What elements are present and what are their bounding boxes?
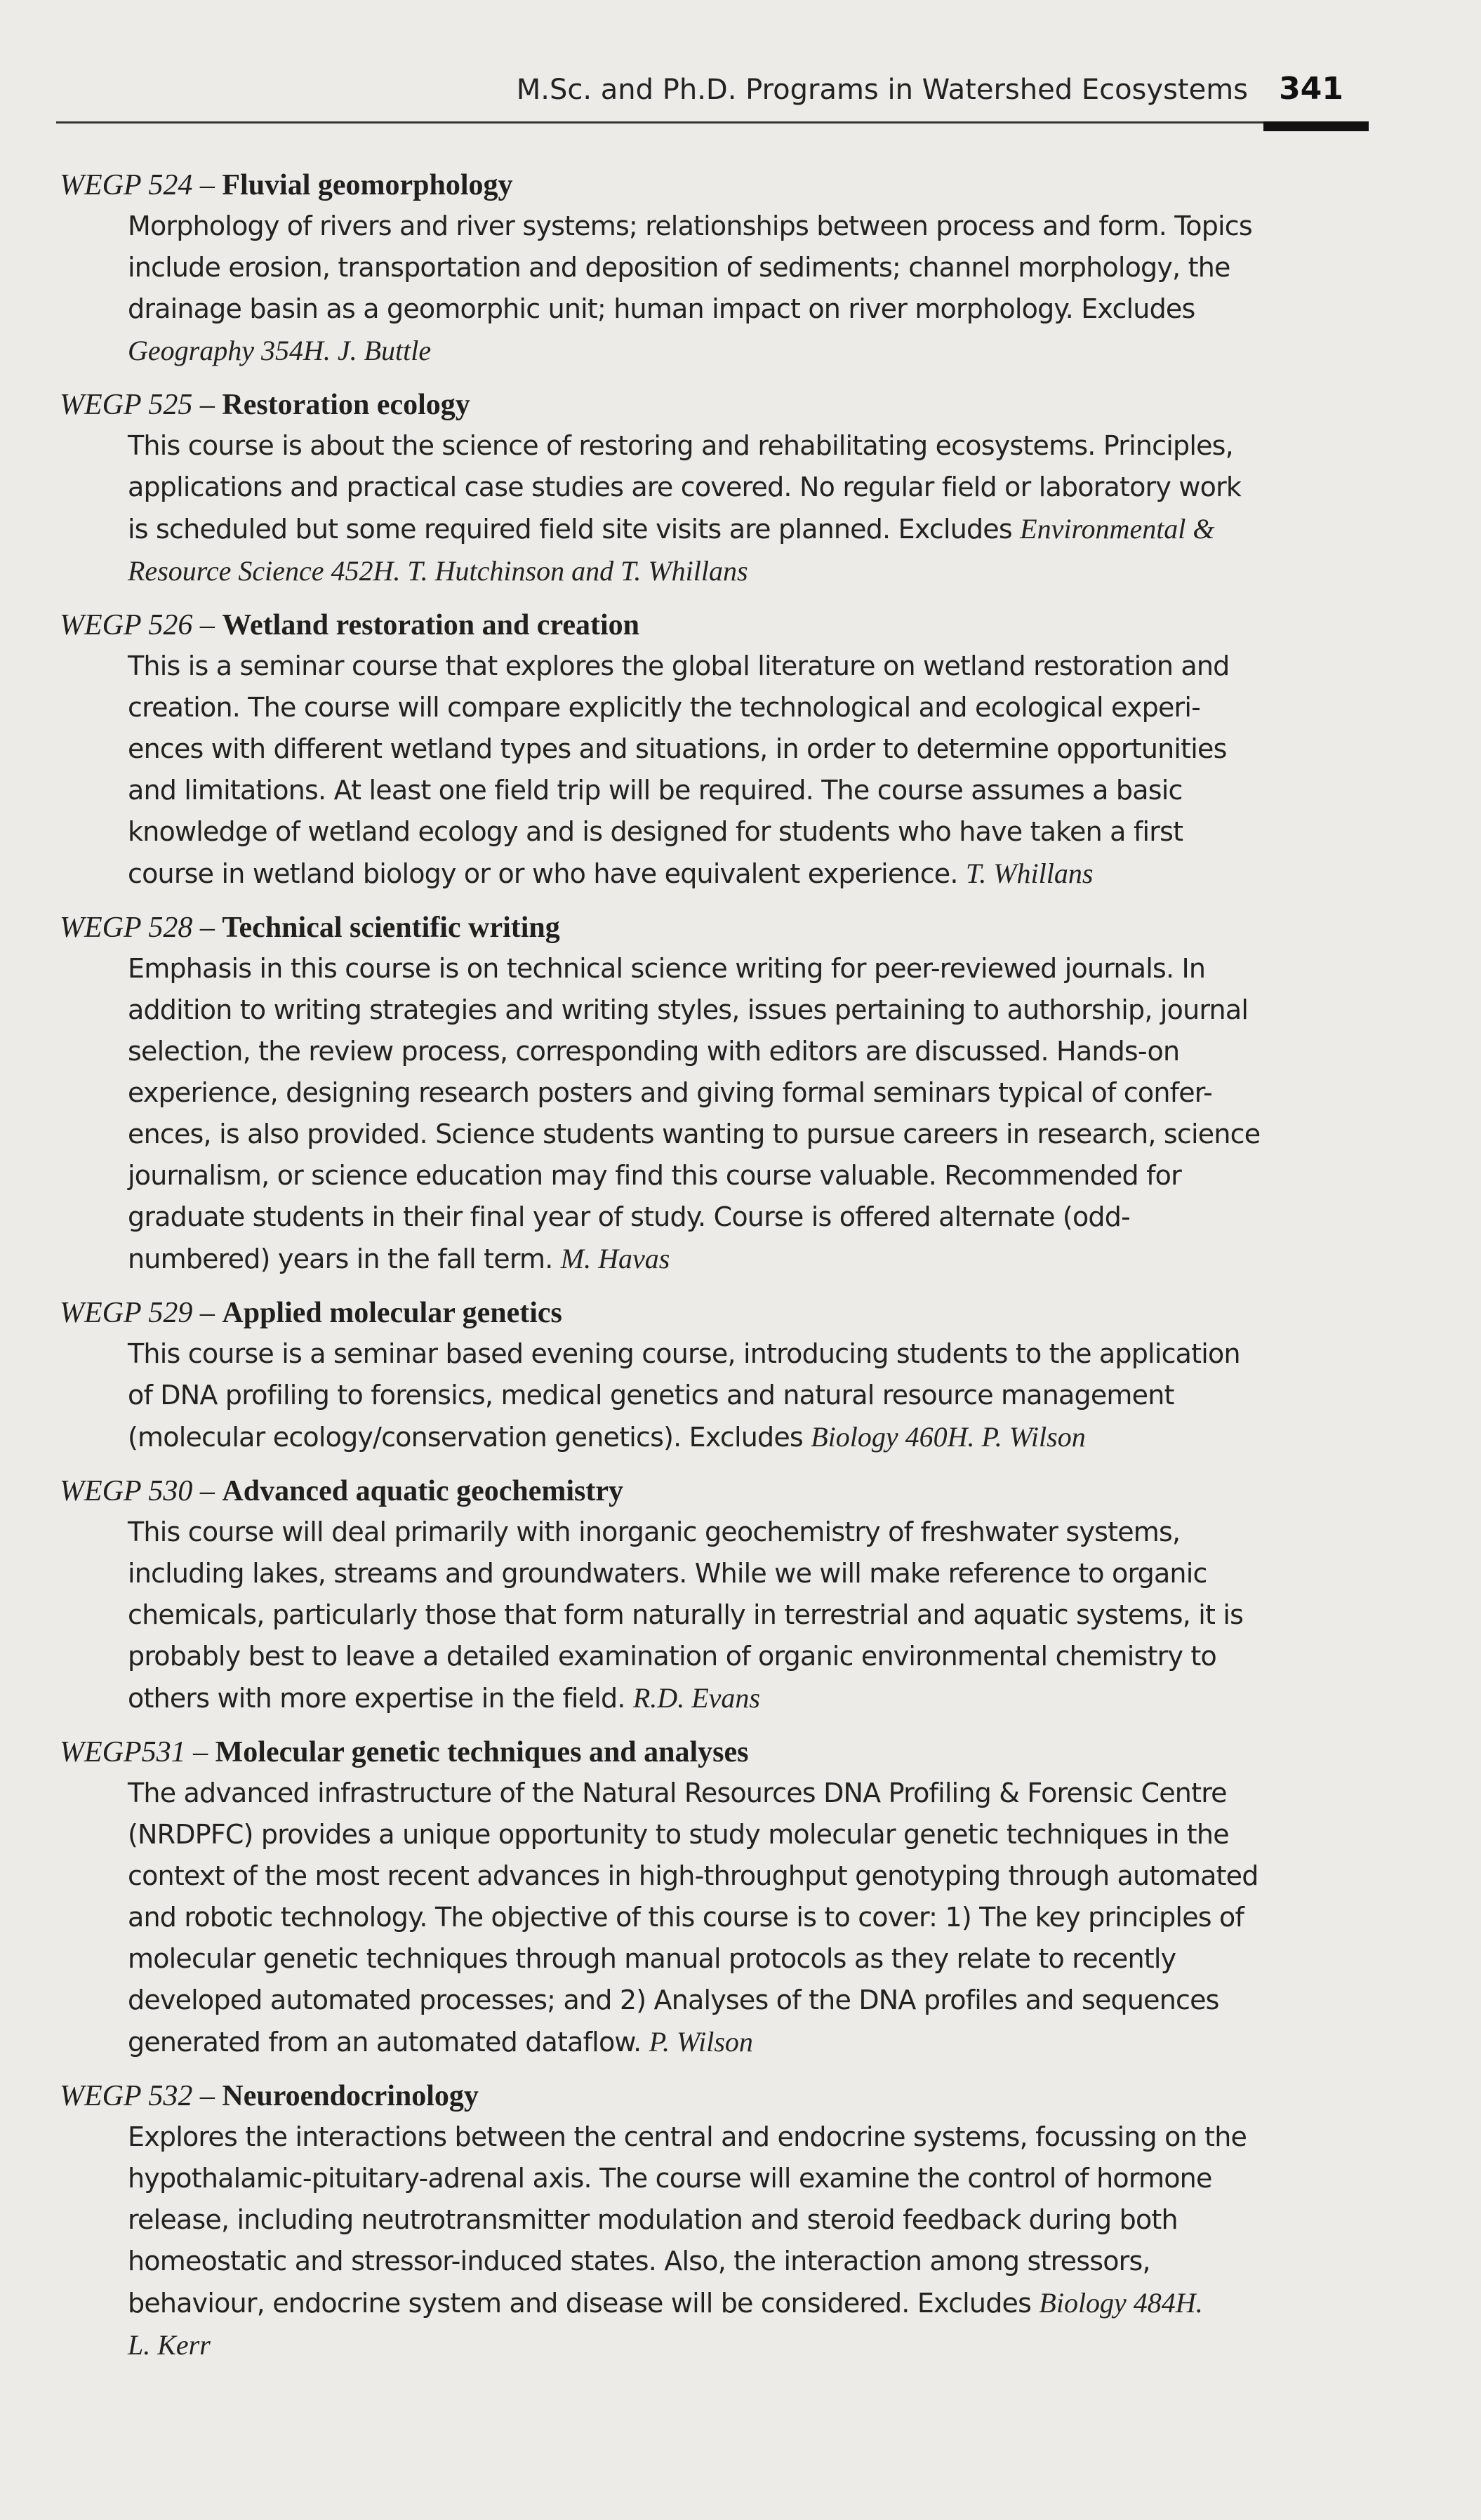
description-text: of DNA profiling to forensics, medical genetics and natural resource management [128,1380,1174,1411]
description-line [128,1512,1351,1553]
description-line [128,508,1351,550]
description-line [128,288,1351,330]
description-text: generated from an automated dataflow. [128,2027,649,2058]
description-line [128,1196,1351,1238]
course-code: WEGP 529 [60,1297,193,1329]
header-rule-accent [1263,121,1369,131]
course-heading [60,1293,1351,1333]
description-text: ences with different wetland types and situations, in order to determine opportunities [128,733,1227,764]
course-heading [60,1471,1351,1512]
course-heading-dash: – [192,169,223,201]
description-italic-text: P. Wilson [649,2026,753,2058]
description-text: course in wetland biology or or who have equivalent experience. [128,858,966,889]
course-heading [60,907,1351,948]
course-description [128,1773,1351,2063]
course-heading-dash: – [185,1736,215,1768]
course-code: WEGP531 [60,1736,186,1768]
description-line [128,2021,1351,2063]
description-line [128,1677,1351,1719]
description-line [128,425,1351,467]
description-line [128,1155,1351,1196]
description-text: knowledge of wetland ecology and is designed for students who have taken a first [128,816,1183,847]
description-text: homeostatic and stressor-induced states. Also, the interaction among stressors, [128,2246,1150,2276]
course-description [128,1333,1351,1458]
description-line [128,948,1351,989]
description-text: (NRDPFC) provides a unique opportunity to study molecular genetic techniques in the [128,1819,1229,1850]
course-code: WEGP 524 [60,169,193,201]
description-italic-text: T. Whillans [965,858,1094,889]
description-line [128,1031,1351,1072]
course-heading [60,2076,1351,2116]
course-heading [60,165,1351,206]
description-text: is scheduled but some required field site visits are planned. Excludes [128,514,1021,545]
page-number: 341 [1279,71,1343,107]
description-line [128,1333,1351,1375]
description-text: context of the most recent advances in high-throughput genotyping through automated [128,1860,1258,1891]
description-line [128,1594,1351,1636]
description-line [128,853,1351,895]
description-text: selection, the review process, corresponding with editors are discussed. Hands-on [128,1036,1180,1067]
description-line [128,2241,1351,2282]
course-heading-dash: – [192,1475,223,1507]
description-line [128,1114,1351,1155]
description-text: creation. The course will compare explicitly the technological and ecological experi- [128,692,1201,723]
course-entry [60,907,1351,1280]
course-code: WEGP 525 [60,389,193,421]
description-line [128,646,1351,687]
description-italic-text: Biology 460H. P. Wilson [811,1421,1086,1453]
description-line [128,1980,1351,2021]
description-text: probably best to leave a detailed examination of organic environmental chemistry to [128,1641,1216,1672]
course-heading-dash: – [192,609,223,641]
course-entry [60,1732,1351,2063]
running-head: M.Sc. and Ph.D. Programs in Watershed Ecosystems [516,74,1248,106]
description-line [128,1814,1351,1855]
description-text: including lakes, streams and groundwaters. While we will make reference to organic [128,1558,1207,1589]
course-list [60,165,1351,2379]
description-line [128,330,1351,372]
description-italic-text: Geography 354H. J. Buttle [128,335,432,366]
course-title: Advanced aquatic geochemistry [222,1475,623,1507]
description-text: ences, is also provided. Science students wanting to pursue careers in research, science [128,1119,1261,1149]
course-description [128,2116,1351,2366]
description-line [128,1855,1351,1897]
description-text: and limitations. At least one field trip will be required. The course assumes a basic [128,775,1183,806]
description-line [128,1416,1351,1458]
course-title: Neuroendocrinology [222,2080,479,2112]
description-text: and robotic technology. The objective of this course is to cover: 1) The key principles of [128,1902,1244,1933]
description-line [128,550,1351,592]
course-heading-dash: – [192,2080,223,2112]
description-text: graduate students in their final year of study. Course is offered alternate (odd- [128,1201,1130,1232]
course-title: Technical scientific writing [222,912,560,944]
description-text: This course is about the science of restoring and rehabilitating ecosystems. Principles, [128,430,1233,461]
description-line [128,1897,1351,1938]
description-italic-text: L. Kerr [128,2329,211,2361]
description-text: experience, designing research posters and giving formal seminars typical of confer- [128,1077,1213,1108]
description-line [128,2199,1351,2241]
course-heading-dash: – [192,1297,223,1329]
course-code: WEGP 530 [60,1475,193,1507]
course-entry [60,1471,1351,1719]
description-text: Emphasis in this course is on technical science writing for peer-reviewed journals. In [128,953,1206,984]
course-entry [60,2076,1351,2366]
course-title: Wetland restoration and creation [222,609,639,641]
course-description [128,425,1351,592]
description-line [128,247,1351,288]
description-line [128,2116,1351,2158]
description-text: The advanced infrastructure of the Natural Resources DNA Profiling & Forensic Centre [128,1778,1227,1808]
course-heading-dash: – [192,912,223,944]
description-text: behaviour, endocrine system and disease will be considered. Excludes [128,2288,1040,2319]
course-title: Applied molecular genetics [222,1297,562,1329]
description-italic-text: R.D. Evans [632,1682,760,1714]
description-text: addition to writing strategies and writing styles, issues pertaining to authorship, journal [128,994,1249,1025]
description-text: drainage basin as a geomorphic unit; human impact on river morphology. Excludes [128,293,1195,324]
course-entry [60,385,1351,592]
description-italic-text: Resource Science 452H. T. Hutchinson and T. Whillans [128,555,748,587]
description-line [128,1553,1351,1594]
description-line [128,1773,1351,1814]
description-text: Morphology of rivers and river systems; relationships between process and form. Topics [128,211,1252,241]
description-italic-text: Environmental & [1020,513,1215,545]
header-rule [56,121,1369,124]
description-text: numbered) years in the fall term. [128,1244,561,1274]
course-description [128,646,1351,895]
course-code: WEGP 526 [60,609,193,641]
description-line [128,687,1351,728]
course-description [128,206,1351,372]
description-line [128,1072,1351,1114]
description-line [128,1938,1351,1980]
course-entry [60,605,1351,895]
course-heading-dash: – [192,389,223,421]
description-line [128,2158,1351,2199]
description-line [128,811,1351,853]
description-text: Explores the interactions between the central and endocrine systems, focussing on the [128,2121,1247,2152]
course-description [128,948,1351,1280]
course-title: Molecular genetic techniques and analyses [215,1736,749,1768]
description-line [128,206,1351,247]
course-heading [60,1732,1351,1773]
course-heading [60,385,1351,425]
course-entry [60,165,1351,372]
description-italic-text: Biology 484H. [1039,2287,1203,2319]
description-line [128,2324,1351,2366]
description-text: applications and practical case studies are covered. No regular field or laboratory work [128,472,1242,502]
description-line [128,2282,1351,2324]
description-line [128,728,1351,770]
description-line [128,467,1351,508]
description-text: This course is a seminar based evening course, introducing students to the application [128,1338,1240,1369]
page-header [56,67,1369,123]
description-line [128,1636,1351,1677]
description-text: include erosion, transportation and deposition of sediments; channel morphology, the [128,252,1230,283]
description-text: release, including neutrotransmitter modulation and steroid feedback during both [128,2204,1178,2235]
description-text: others with more expertise in the field. [128,1683,633,1714]
description-text: journalism, or science education may find this course valuable. Recommended for [128,1160,1181,1191]
description-text: molecular genetic techniques through manual protocols as they relate to recently [128,1943,1176,1974]
description-text: This course will deal primarily with inorganic geochemistry of freshwater systems, [128,1516,1181,1547]
description-line [128,1238,1351,1280]
course-description [128,1512,1351,1719]
course-title: Restoration ecology [222,389,470,421]
description-line [128,989,1351,1031]
description-text: (molecular ecology/conservation genetics). Excludes [128,1422,811,1453]
description-text: developed automated processes; and 2) Analyses of the DNA profiles and sequences [128,1985,1219,2015]
description-text: hypothalamic-pituitary-adrenal axis. The course will examine the control of hormone [128,2163,1212,2194]
description-line [128,1375,1351,1416]
course-code: WEGP 528 [60,912,193,944]
course-heading [60,605,1351,646]
description-text: chemicals, particularly those that form naturally in terrestrial and aquatic systems, it is [128,1599,1244,1630]
description-line [128,770,1351,811]
description-text: This is a seminar course that explores the global literature on wetland restoration and [128,651,1230,681]
course-entry [60,1293,1351,1458]
course-title: Fluvial geomorphology [222,169,513,201]
course-code: WEGP 532 [60,2080,193,2112]
description-italic-text: M. Havas [560,1243,670,1274]
